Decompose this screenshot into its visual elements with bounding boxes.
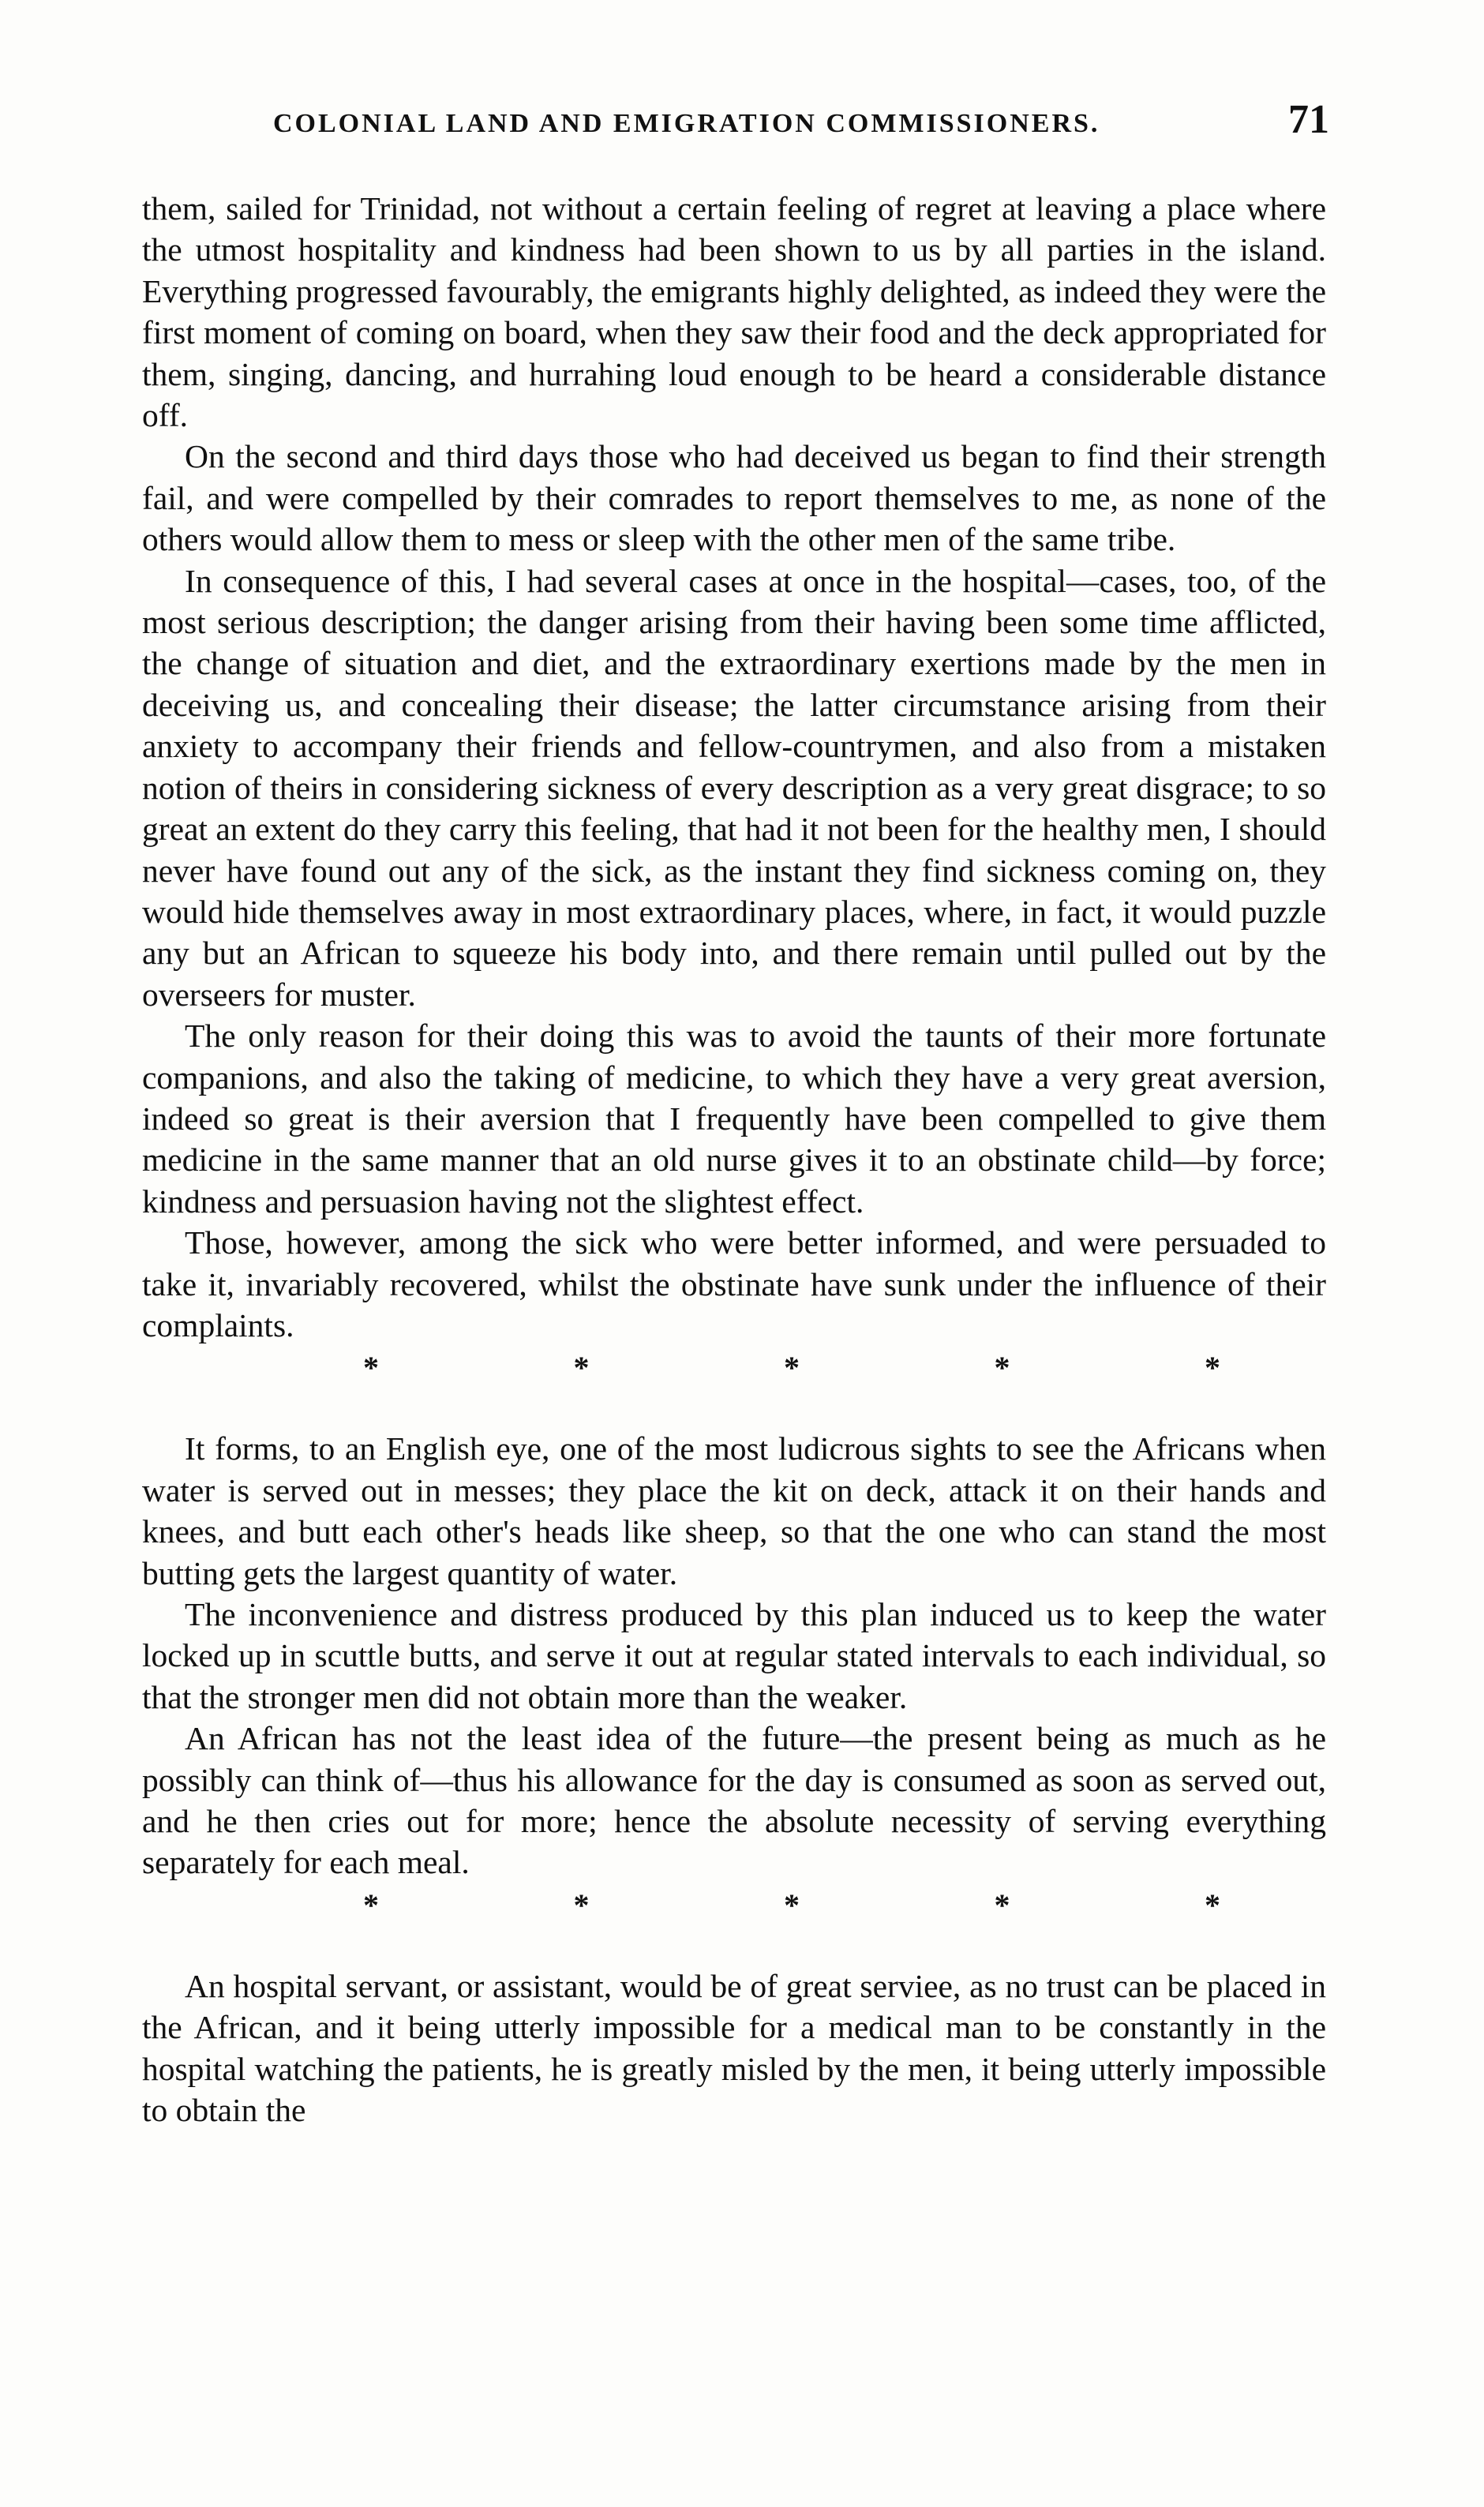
paragraph: An hospital servant, or assistant, would be of great serviee, as no trust can be placed in the African, and it being utterly impossible for a medical man to be constantly in the hospital watching the patients, he is greatly misled by the men, it being utterly impossible to obtain the (142, 1967, 1326, 2129)
paragraph: It forms, to an English eye, one of the most ludicrous sights to see the Africans when water is served out in messes; they place the kit on deck, attack it on their hands and knees, and butt each other's heads like sheep, so that the one who can stand the most butting gets the largest quantity of water. (142, 1430, 1326, 1591)
section-separator (142, 1883, 1326, 1924)
paragraph: The inconvenience and distress produced by this plan induced us to keep the water locked up in scuttle butts, and serve it out at regular stated intervals to each individual, so that the stronger men did not obtain more than the weaker. (142, 1596, 1326, 1715)
running-title: COLONIAL LAND AND EMIGRATION COMMISSIONERS. (273, 109, 1100, 138)
paragraph: The only reason for their doing this was to avoid the taunts of their more fortunate companions, and also the taking of medicine, to which they have a very great aversion, indeed so great is their aversion that I frequently have been compelled to give them medicine in the same manner that an old nurse gives it to an obstinate child—by force; kindness and persuasion having not the slightest effect. (142, 1017, 1326, 1220)
section-separator (142, 1346, 1326, 1387)
separator-star: * (573, 1350, 590, 1386)
running-head (142, 97, 1329, 148)
body-text (142, 188, 1326, 2130)
separator-star: * (573, 1887, 590, 1923)
paragraph: An African has not the least idea of the future—the present being as much as he possibly can think of—thus his allowance for the day is consumed as soon as served out, and he then cries out for more; hence the absolute necessity of serving everything separately for each meal. (142, 1720, 1326, 1881)
page-number: 71 (1288, 97, 1329, 142)
paragraph: In consequence of this, I had several cases at once in the hospital—cases, too, of the most serious description; the danger arising from their having been some time afflicted, the change of situation and diet, and the extraordinary exertions made by the men in deceiving us, and concealing their disease; the latter circumstance arising from their anxiety to accompany their friends and fellow-countrymen, and also from a mistaken notion of theirs in considering sickness of every description as a very great disgrace; to so great an extent do they carry this feeling, that had it not been for the healthy men, I should never have found out any of the sick, as the instant they find sickness coming on, they would hide themselves away in most extraordinary places, where, in fact, it would puzzle any but an African to squeeze his body into, and there remain until pulled out by the overseers for muster. (142, 562, 1326, 1013)
separator-star: * (1205, 1350, 1220, 1386)
separator-star: * (994, 1350, 1010, 1386)
separator-star: * (1205, 1887, 1220, 1923)
separator-star: * (363, 1350, 379, 1386)
separator-star: * (784, 1887, 800, 1923)
separator-star: * (363, 1887, 379, 1923)
separator-star: * (994, 1887, 1010, 1923)
paragraph: Those, however, among the sick who were better informed, and were persuaded to take it, invariably recovered, whilst the obstinate have sunk under the influence of their complaints. (142, 1224, 1326, 1343)
paragraph: them, sailed for Trinidad, not without a certain feeling of regret at leaving a place where the utmost hospitality and kindness had been shown to us by all parties in the island. Everything progressed favourably, the emigrants highly delighted, as indeed they were the first moment of coming on board, when they saw their food and the deck appropriated for them, singing, dancing, and hurrahing loud enough to be heard a considerable distance off. (142, 190, 1326, 434)
separator-star: * (784, 1350, 800, 1386)
paragraph: On the second and third days those who had deceived us began to find their strength fail, and were compelled by their comrades to report themselves to me, as none of the others would allow them to mess or sleep with the other men of the same tribe. (142, 438, 1326, 558)
